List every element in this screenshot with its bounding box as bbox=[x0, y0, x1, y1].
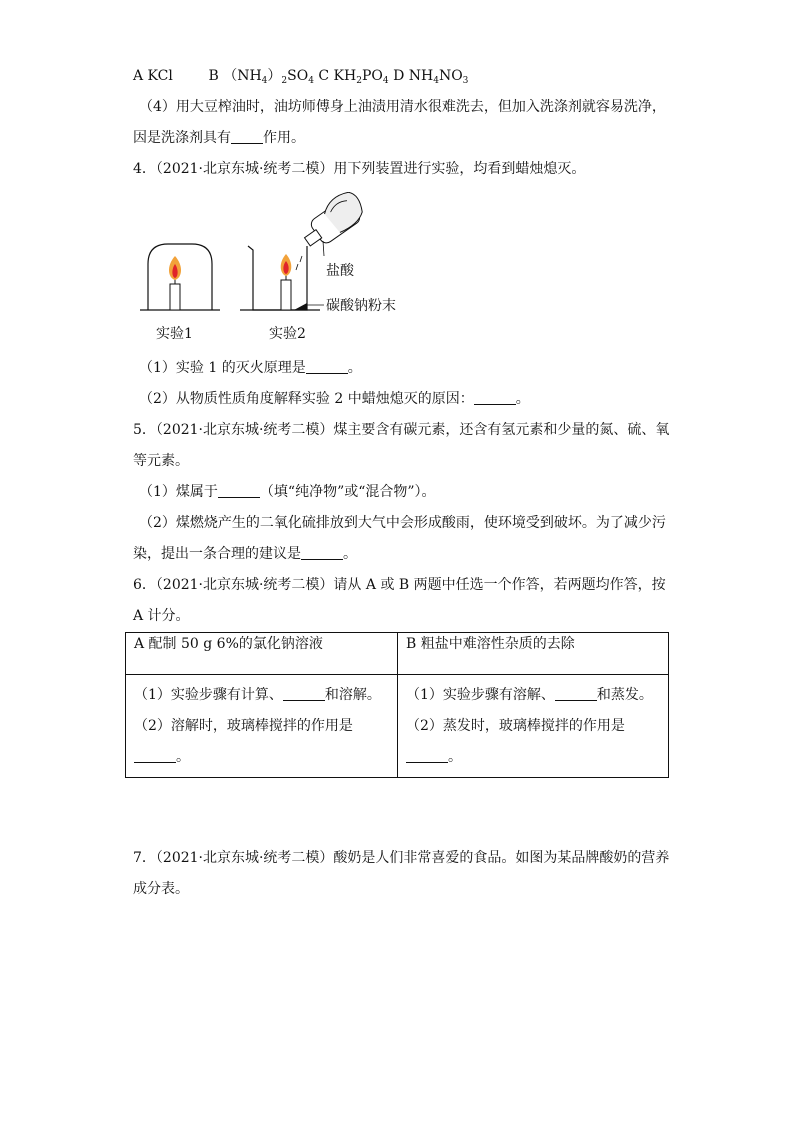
answer-blank[interactable] bbox=[306, 359, 348, 374]
label-hydrochloric-acid: 盐酸 bbox=[326, 263, 354, 279]
option-a-step1: （1）实验步骤有计算、 和溶解。 bbox=[134, 687, 381, 703]
q6-stem-line2: A 计分。 bbox=[133, 608, 190, 624]
option-a-header: A 配制 50 g 6%的氯化钠溶液 bbox=[126, 633, 398, 675]
answer-blank[interactable] bbox=[218, 483, 260, 498]
q5-sub1: （1）煤属于 （填“纯净物”或“混合物”）。 bbox=[139, 484, 436, 500]
option-b-step2-answer: 。 bbox=[406, 747, 660, 767]
q5-sub2-line2: 染，提出一条合理的建议是 。 bbox=[133, 546, 357, 562]
option-d: D $NH_4NO_3$ bbox=[393, 68, 469, 86]
candle-1 bbox=[170, 284, 180, 310]
q6-choice-table bbox=[125, 632, 669, 778]
answer-blank[interactable] bbox=[231, 129, 263, 144]
q3-options-line bbox=[133, 66, 468, 86]
option-a-step2-answer: 。 bbox=[134, 747, 389, 767]
q7-stem-line2: 成分表。 bbox=[133, 881, 189, 897]
option-b-header: B 粗盐中难溶性杂质的去除 bbox=[398, 633, 669, 675]
option-c: C $KH_2PO_4$ bbox=[318, 68, 389, 86]
candle-2 bbox=[281, 280, 291, 310]
answer-blank[interactable] bbox=[406, 748, 448, 763]
q3-sub4-line2: 因是洗涤剂具有 作用。 bbox=[133, 130, 305, 146]
q5-sub2-line1: （2）煤燃烧产生的二氧化硫排放到大气中会形成酸雨，使环境受到破坏。为了减少污 bbox=[139, 515, 666, 531]
option-b-step2: （2）蒸发时，玻璃棒搅拌的作用是 bbox=[406, 718, 625, 734]
option-a-step2: （2）溶解时，玻璃棒搅拌的作用是 bbox=[134, 718, 353, 734]
experiment-figure bbox=[130, 192, 430, 351]
q4-sub1: （1）实验 1 的灭火原理是 。 bbox=[139, 360, 362, 376]
q7-stem-line1: 7．（2021·北京东城·统考二模）酸奶是人们非常喜爱的食品。如图为某品牌酸奶的营养 bbox=[133, 850, 670, 866]
option-b-step1: （1）实验步骤有溶解、 和蒸发。 bbox=[406, 687, 653, 703]
label-experiment-2: 实验2 bbox=[269, 326, 306, 342]
answer-blank[interactable] bbox=[555, 686, 597, 701]
q4-sub2: （2）从物质性质角度解释实验 2 中蜡烛熄灭的原因： 。 bbox=[139, 391, 530, 407]
answer-blank[interactable] bbox=[283, 686, 325, 701]
powder-pile bbox=[294, 303, 307, 310]
option-b: B $(NH_4)_2SO_4$ bbox=[208, 68, 314, 86]
acid-pointer bbox=[323, 241, 324, 256]
q5-stem-line2: 等元素。 bbox=[133, 453, 189, 469]
label-experiment-1: 实验1 bbox=[156, 326, 193, 342]
answer-blank[interactable] bbox=[474, 390, 516, 405]
option-a: A KCl bbox=[133, 68, 173, 84]
option-b-body bbox=[398, 675, 669, 778]
q3-sub4-line1: （4）用大豆榨油时，油坊师傅身上油渍用清水很难洗去，但加入洗涤剂就容易洗净， bbox=[139, 99, 666, 115]
beaker-shape bbox=[248, 246, 307, 310]
q4-stem: 4．（2021·北京东城·统考二模）用下列装置进行实验，均看到蜡烛熄灭。 bbox=[133, 161, 586, 177]
answer-blank[interactable] bbox=[134, 748, 176, 763]
option-a-body bbox=[126, 675, 398, 778]
bottle-hand bbox=[296, 192, 369, 252]
q6-stem-line1: 6．（2021·北京东城·统考二模）请从 A 或 B 两题中任选一个作答，若两题均作答，按 bbox=[133, 577, 666, 593]
q5-stem-line1: 5．（2021·北京东城·统考二模）煤主要含有碳元素，还含有氢元素和少量的氮、硫、氧 bbox=[133, 422, 670, 438]
answer-blank[interactable] bbox=[301, 545, 343, 560]
label-sodium-carbonate: 碳酸钠粉末 bbox=[326, 298, 396, 314]
